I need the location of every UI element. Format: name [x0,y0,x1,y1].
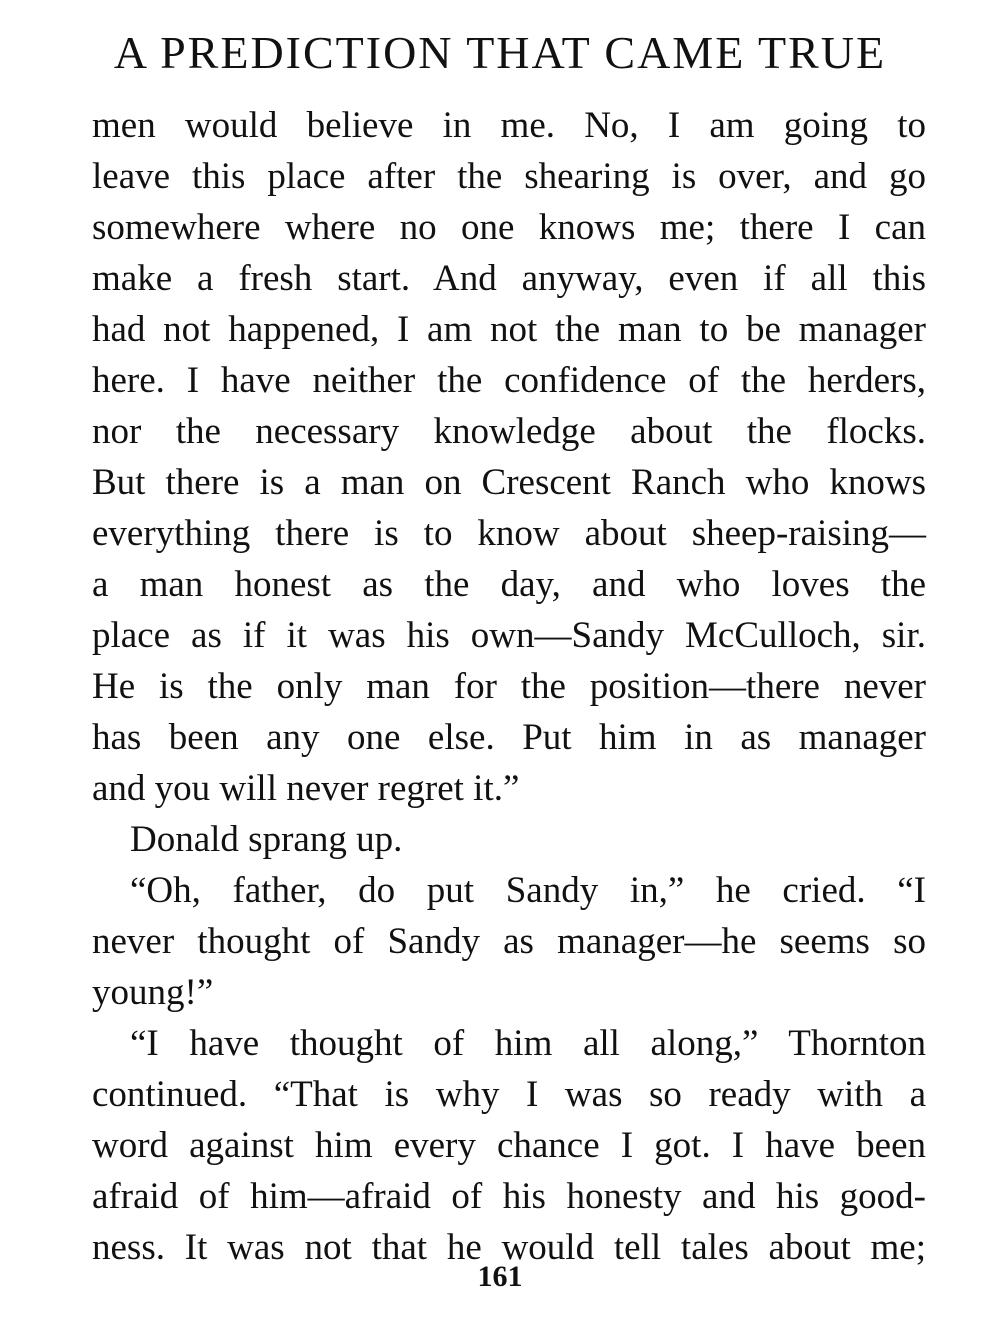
running-head: A PREDICTION THAT CAME TRUE [113,27,887,78]
text-line: had not happened, I am not the man to be manager [92,309,926,350]
text-line: young!” [92,972,214,1013]
text-line: Donald sprang up. [130,819,403,860]
text-line: afraid of him—afraid of his honesty and his good- [92,1176,926,1217]
text-line: “I have thought of him all along,” Thornton [130,1023,926,1064]
body-text [92,100,926,1273]
page-number: 161 [477,1260,523,1293]
text-line: here. I have neither the confidence of the herders, [92,360,926,401]
text-line: a man honest as the day, and who loves the [92,564,926,605]
text-line: word against him every chance I got. I have been [92,1125,926,1166]
text-line: somewhere where no one knows me; there I can [92,207,926,248]
text-line: never thought of Sandy as manager—he seems so [92,921,926,962]
text-line: place as if it was his own—Sandy McCulloch, sir. [92,615,926,656]
text-line: leave this place after the shearing is over, and go [92,156,926,197]
text-line: nor the necessary knowledge about the flocks. [92,411,926,452]
text-line: ness. It was not that he would tell tales about me; [92,1227,926,1268]
text-line: make a fresh start. And anyway, even if all this [92,258,926,299]
text-line: continued. “That is why I was so ready with a [92,1074,926,1115]
text-line: and you will never regret it.” [92,768,520,809]
text-line: everything there is to know about sheep-raising— [92,513,926,554]
text-line: men would believe in me. No, I am going to [92,105,926,146]
text-line: He is the only man for the position—there never [92,666,926,707]
text-line: has been any one else. Put him in as manager [92,717,926,758]
text-line: But there is a man on Crescent Ranch who knows [92,462,926,503]
text-line: “Oh, father, do put Sandy in,” he cried. “I [130,870,926,911]
